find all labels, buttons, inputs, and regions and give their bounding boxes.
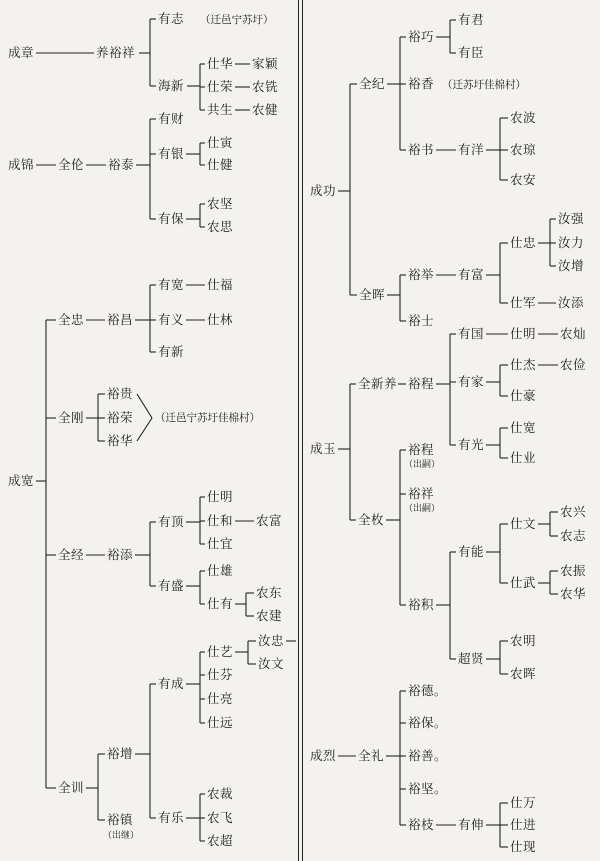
annotation-adopted-out: （出嗣） <box>404 504 441 514</box>
node-yu-chang: 裕昌 <box>107 312 134 327</box>
node-nong-zhen: 农振 <box>560 563 587 578</box>
node-you-cai: 有财 <box>158 111 185 126</box>
annotation-adopted-out: （出继） <box>103 831 140 841</box>
node-you-shen: 有伸 <box>458 817 485 832</box>
node-shi-yi: 仕宜 <box>207 536 234 551</box>
node-yu-tai: 裕泰 <box>108 157 135 172</box>
node-shi-jun: 仕军 <box>510 295 537 310</box>
node-nong-xing: 农兴 <box>560 504 587 519</box>
node-quan-xin-yang: 全新养 <box>358 376 398 391</box>
node-yu-zhi: 裕枝 <box>408 817 435 832</box>
node-cheng-lie: 成烈 <box>310 748 337 763</box>
node-you-sheng: 有盛 <box>158 578 185 593</box>
node-shi-he: 仕和 <box>207 513 234 528</box>
annotation-adopted-out: （出嗣） <box>404 460 441 470</box>
node-nong-qiong: 农琼 <box>510 142 537 157</box>
node-you-jia: 有家 <box>458 374 485 389</box>
node-ru-qiang: 汝强 <box>558 211 585 226</box>
node-cheng-yu: 成玉 <box>310 441 337 456</box>
node-ru-tian: 汝添 <box>558 295 585 310</box>
node-nong-jian-3: 农建 <box>256 608 283 623</box>
node-shi-wan: 仕万 <box>510 795 537 810</box>
node-you-yi: 有义 <box>158 312 185 327</box>
node-nong-jian-2: 农坚 <box>207 196 234 211</box>
node-you-yang: 有洋 <box>458 142 485 157</box>
node-ru-zeng: 汝增 <box>558 258 585 273</box>
node-shi-wen: 仕文 <box>510 516 537 531</box>
node-yu-shi: 裕士 <box>408 313 435 328</box>
node-you-cheng: 有成 <box>158 676 185 691</box>
node-you-guo: 有国 <box>458 326 485 341</box>
node-cheng-jin: 成锦 <box>8 157 35 172</box>
node-you-ding: 有顶 <box>158 514 185 529</box>
node-shi-liang: 仕亮 <box>207 691 234 706</box>
node-shi-zhong: 仕忠 <box>510 235 537 250</box>
node-quan-mei: 全枚 <box>358 512 385 527</box>
node-cheng-gong: 成功 <box>310 183 337 198</box>
node-shi-ming: 仕明 <box>207 489 234 504</box>
node-shi-jian: 仕健 <box>207 157 234 172</box>
node-shi-kuan: 仕宽 <box>510 420 537 435</box>
node-yu-ju: 裕举 <box>408 267 435 282</box>
node-shi-hao: 仕豪 <box>510 388 537 403</box>
node-shi-yuan: 仕远 <box>207 715 234 730</box>
node-you-chen: 有臣 <box>458 45 485 60</box>
node-nong-jian: 农健 <box>252 102 279 117</box>
node-shi-ming-2: 仕明 <box>510 326 537 341</box>
node-yu-tian: 裕添 <box>107 547 134 562</box>
node-yu-ji: 裕积 <box>408 597 435 612</box>
node-shi-yi-2: 仕艺 <box>207 644 234 659</box>
node-quan-ji: 全纪 <box>359 76 386 91</box>
node-shi-you: 仕有 <box>207 596 234 611</box>
node-nong-jian-4: 农俭 <box>560 357 587 372</box>
node-cheng-zhang: 成章 <box>8 45 35 60</box>
node-you-jun: 有君 <box>458 12 485 27</box>
node-quan-xun: 全训 <box>58 780 85 795</box>
node-quan-zhong: 全忠 <box>58 312 85 327</box>
node-nong-zhi: 农志 <box>560 528 587 543</box>
node-yu-shu: 裕书 <box>408 142 435 157</box>
node-shi-lin: 仕林 <box>207 312 234 327</box>
node-yu-cheng: 裕程 <box>408 376 435 391</box>
connector-line <box>137 394 152 418</box>
node-shi-xiong: 仕雄 <box>207 563 234 578</box>
node-nong-bo: 农波 <box>510 110 537 125</box>
node-shi-rong: 仕荣 <box>207 79 234 94</box>
node-you-zhi: 有志 <box>158 11 185 26</box>
connector-line <box>137 418 152 441</box>
node-you-yin: 有银 <box>158 146 185 161</box>
node-shi-fen: 仕芬 <box>207 667 234 682</box>
node-you-neng: 有能 <box>458 544 485 559</box>
node-yu-gui: 裕贵 <box>107 386 134 401</box>
node-yu-rong: 裕荣 <box>107 410 134 425</box>
node-cheng-kuan: 成宽 <box>8 473 35 488</box>
node-you-xin: 有新 <box>158 344 185 359</box>
node-shi-xian: 仕现 <box>510 839 537 854</box>
node-yu-hua: 裕华 <box>107 433 134 448</box>
node-yu-zeng: 裕增 <box>107 746 134 761</box>
node-nong-dong: 农东 <box>256 585 283 600</box>
annotation-migration: （迁邑宁苏圩佳棉村） <box>155 412 260 424</box>
node-ru-li: 汝力 <box>558 235 585 250</box>
node-nong-yu: 农裁 <box>207 786 234 801</box>
node-quan-li: 全礼 <box>358 748 385 763</box>
node-quan-jing: 全经 <box>58 547 85 562</box>
node-shi-jin: 仕进 <box>510 817 537 832</box>
node-quan-hui: 全晖 <box>359 287 386 302</box>
node-nong-can: 农灿 <box>560 326 587 341</box>
node-nong-hui: 农晖 <box>510 666 537 681</box>
node-nong-chao: 农超 <box>207 833 234 848</box>
node-ru-zhong: 汝忠 <box>258 633 285 648</box>
node-nong-xian: 农铣 <box>252 79 279 94</box>
node-shi-hua: 仕华 <box>207 56 234 71</box>
node-nong-an: 农安 <box>510 172 537 187</box>
node-yang-yu-xiang: 养裕祥 <box>96 45 136 60</box>
node-you-bao: 有保 <box>158 211 185 226</box>
node-yu-zhen: 裕镇 <box>107 812 134 827</box>
node-nong-fu: 农富 <box>256 513 283 528</box>
node-shi-fu: 仕福 <box>207 277 234 292</box>
column-divider <box>298 0 299 861</box>
node-shi-wu: 仕武 <box>510 575 537 590</box>
node-yu-bao: 裕保。 <box>408 715 448 730</box>
annotation-migration: （迁邑宁苏圩） <box>200 14 274 26</box>
node-yu-shan: 裕善。 <box>408 748 448 763</box>
node-yu-jian: 裕坚。 <box>408 781 448 796</box>
node-yu-xiang-2: 裕祥 <box>408 486 435 501</box>
node-you-le: 有乐 <box>158 810 185 825</box>
node-shi-yin: 仕寅 <box>207 135 234 150</box>
node-yu-xiang: 裕香 <box>408 76 435 91</box>
node-jia-ying: 家颖 <box>252 56 279 71</box>
node-ru-wen: 汝文 <box>258 656 285 671</box>
node-yu-cheng-2: 裕程 <box>408 442 435 457</box>
node-hai-xin: 海新 <box>158 78 185 93</box>
column-divider <box>302 0 303 861</box>
node-shi-ye: 仕业 <box>510 450 537 465</box>
node-nong-fei: 农飞 <box>207 810 234 825</box>
node-gong-sheng: 共生 <box>207 102 234 117</box>
node-yu-de: 裕德。 <box>408 683 448 698</box>
node-shi-jie: 仕杰 <box>510 357 537 372</box>
node-you-guang: 有光 <box>458 437 485 452</box>
node-chao-xian: 超贤 <box>458 651 485 666</box>
node-yu-qiao: 裕巧 <box>408 29 435 44</box>
node-quan-lun: 全伦 <box>58 157 85 172</box>
node-you-kuan: 有宽 <box>158 277 185 292</box>
node-you-fu: 有富 <box>458 267 485 282</box>
node-nong-hua: 农华 <box>560 586 587 601</box>
annotation-migration: （迁苏圩佳棉村） <box>442 79 526 91</box>
node-nong-ming: 农明 <box>510 633 537 648</box>
node-quan-gang: 全刚 <box>58 410 85 425</box>
node-nong-si: 农思 <box>207 219 234 234</box>
